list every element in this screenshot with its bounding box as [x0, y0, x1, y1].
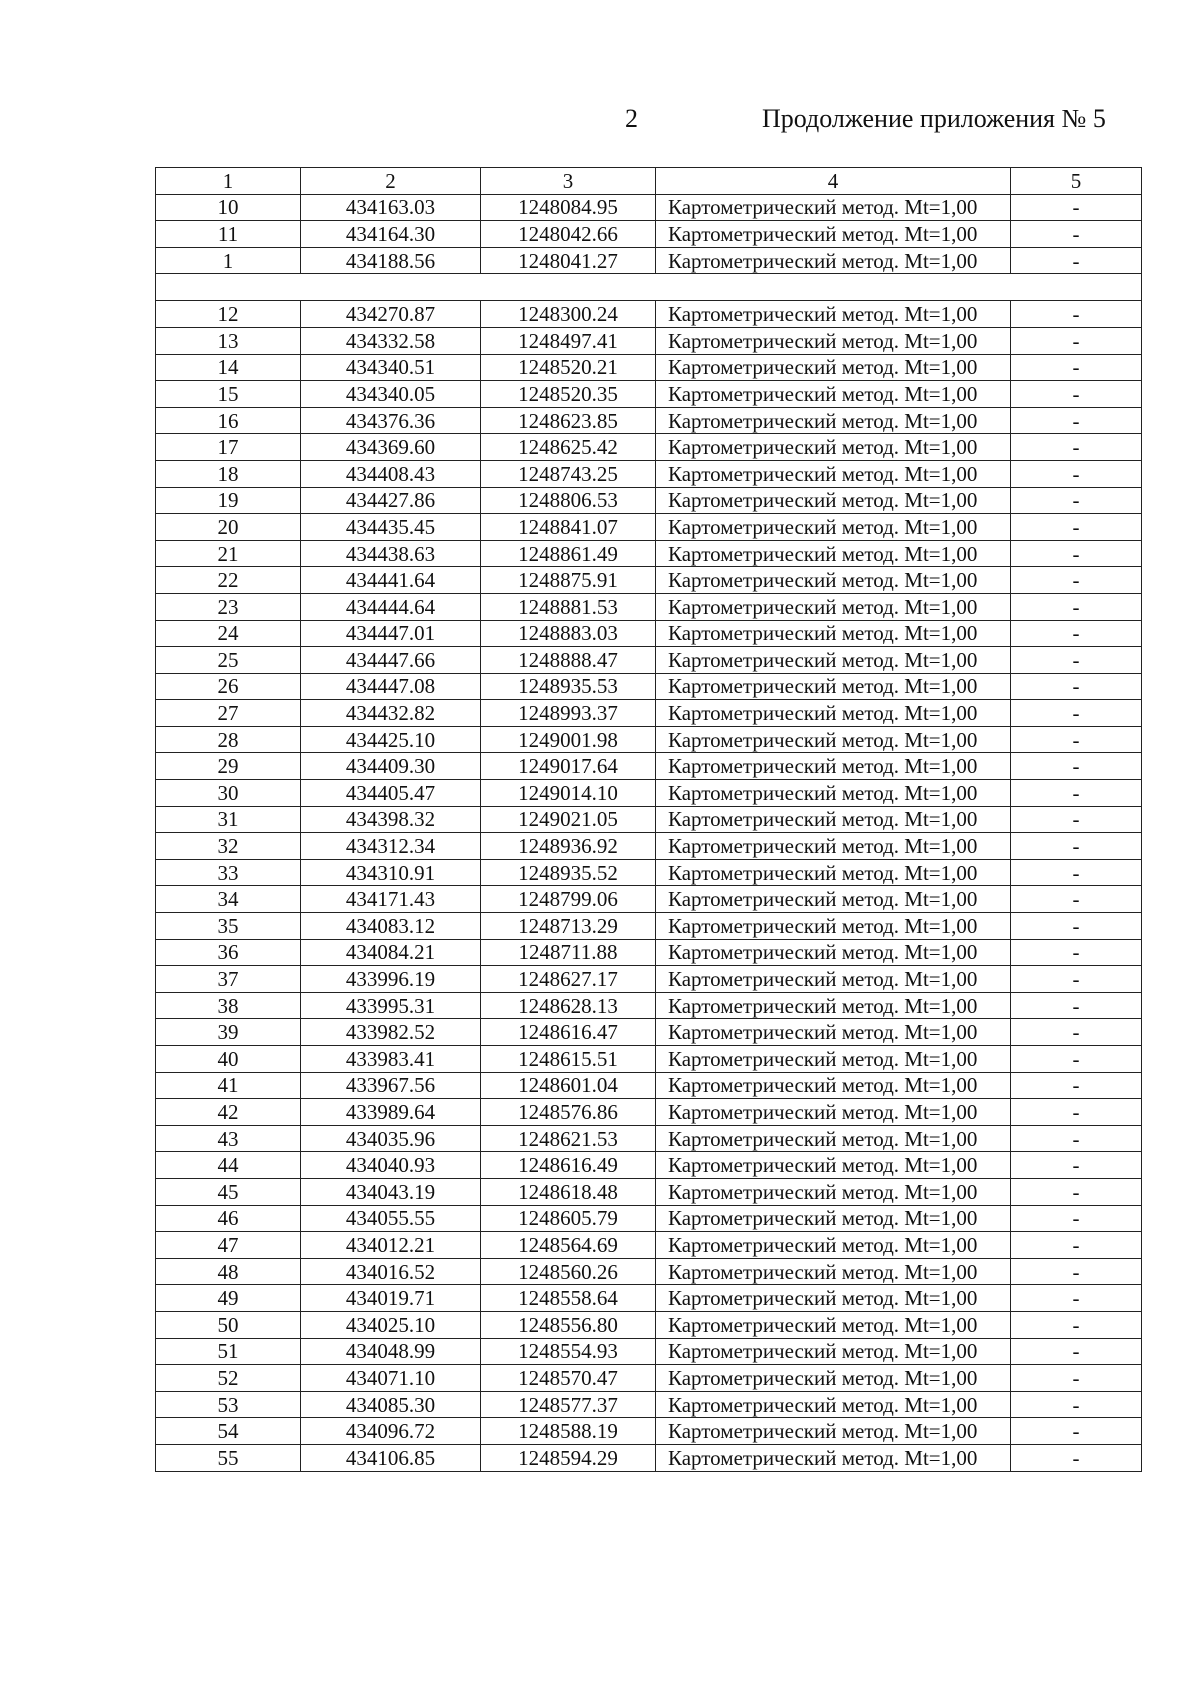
- method-cell: Картометрический метод. Mt=1,00: [656, 913, 1011, 940]
- x-coordinate-cell: 434171.43: [301, 886, 481, 913]
- point-number-cell: 38: [156, 992, 301, 1019]
- note-cell: -: [1011, 886, 1142, 913]
- x-coordinate-cell: 434083.12: [301, 913, 481, 940]
- method-cell: Картометрический метод. Mt=1,00: [656, 487, 1011, 514]
- method-cell: Картометрический метод. Mt=1,00: [656, 726, 1011, 753]
- y-coordinate-cell: 1248711.88: [481, 939, 656, 966]
- table-row: [156, 1019, 1142, 1046]
- coordinates-table-container: [155, 167, 1141, 1472]
- note-cell: -: [1011, 1338, 1142, 1365]
- table-row: [156, 514, 1142, 541]
- table-row: [156, 593, 1142, 620]
- y-coordinate-cell: 1248594.29: [481, 1444, 656, 1471]
- note-cell: -: [1011, 593, 1142, 620]
- table-row: [156, 1258, 1142, 1285]
- x-coordinate-cell: 434425.10: [301, 726, 481, 753]
- point-number-cell: 18: [156, 460, 301, 487]
- y-coordinate-cell: 1248084.95: [481, 194, 656, 221]
- x-coordinate-cell: 434040.93: [301, 1152, 481, 1179]
- table-row: [156, 1285, 1142, 1312]
- x-coordinate-cell: 434048.99: [301, 1338, 481, 1365]
- note-cell: -: [1011, 1072, 1142, 1099]
- x-coordinate-cell: 434369.60: [301, 434, 481, 461]
- x-coordinate-cell: 433995.31: [301, 992, 481, 1019]
- table-row: [156, 780, 1142, 807]
- y-coordinate-cell: 1248628.13: [481, 992, 656, 1019]
- y-coordinate-cell: 1248576.86: [481, 1099, 656, 1126]
- table-row: [156, 1338, 1142, 1365]
- note-cell: -: [1011, 833, 1142, 860]
- y-coordinate-cell: 1248042.66: [481, 221, 656, 248]
- table-row: [156, 806, 1142, 833]
- method-cell: Картометрический метод. Mt=1,00: [656, 247, 1011, 274]
- y-coordinate-cell: 1248570.47: [481, 1365, 656, 1392]
- y-coordinate-cell: 1248799.06: [481, 886, 656, 913]
- point-number-cell: 39: [156, 1019, 301, 1046]
- note-cell: -: [1011, 1019, 1142, 1046]
- method-cell: Картометрический метод. Mt=1,00: [656, 1311, 1011, 1338]
- table-row: [156, 992, 1142, 1019]
- note-cell: -: [1011, 1232, 1142, 1259]
- x-coordinate-cell: 434019.71: [301, 1285, 481, 1312]
- y-coordinate-cell: 1248615.51: [481, 1046, 656, 1073]
- x-coordinate-cell: 434055.55: [301, 1205, 481, 1232]
- y-coordinate-cell: 1248936.92: [481, 833, 656, 860]
- point-number-cell: 19: [156, 487, 301, 514]
- point-number-cell: 16: [156, 407, 301, 434]
- point-number-cell: 27: [156, 700, 301, 727]
- y-coordinate-cell: 1248875.91: [481, 567, 656, 594]
- method-cell: Картометрический метод. Mt=1,00: [656, 966, 1011, 993]
- y-coordinate-cell: 1248743.25: [481, 460, 656, 487]
- table-row: [156, 1311, 1142, 1338]
- method-cell: Картометрический метод. Mt=1,00: [656, 540, 1011, 567]
- method-cell: Картометрический метод. Mt=1,00: [656, 1072, 1011, 1099]
- y-coordinate-cell: 1248300.24: [481, 301, 656, 328]
- table-row: [156, 647, 1142, 674]
- method-cell: Картометрический метод. Mt=1,00: [656, 221, 1011, 248]
- table-row: [156, 939, 1142, 966]
- method-cell: Картометрический метод. Mt=1,00: [656, 1418, 1011, 1445]
- x-coordinate-cell: 434447.66: [301, 647, 481, 674]
- y-coordinate-cell: 1249017.64: [481, 753, 656, 780]
- y-coordinate-cell: 1248935.52: [481, 859, 656, 886]
- x-coordinate-cell: 434025.10: [301, 1311, 481, 1338]
- x-coordinate-cell: 434438.63: [301, 540, 481, 567]
- note-cell: -: [1011, 673, 1142, 700]
- table-row: [156, 221, 1142, 248]
- point-number-cell: 31: [156, 806, 301, 833]
- method-cell: Картометрический метод. Mt=1,00: [656, 992, 1011, 1019]
- point-number-cell: 21: [156, 540, 301, 567]
- y-coordinate-cell: 1248888.47: [481, 647, 656, 674]
- y-coordinate-cell: 1248806.53: [481, 487, 656, 514]
- x-coordinate-cell: 434164.30: [301, 221, 481, 248]
- point-number-cell: 32: [156, 833, 301, 860]
- note-cell: -: [1011, 726, 1142, 753]
- x-coordinate-cell: 434016.52: [301, 1258, 481, 1285]
- y-coordinate-cell: 1248560.26: [481, 1258, 656, 1285]
- note-cell: -: [1011, 487, 1142, 514]
- table-row: [156, 354, 1142, 381]
- y-coordinate-cell: 1248554.93: [481, 1338, 656, 1365]
- method-cell: Картометрический метод. Mt=1,00: [656, 1258, 1011, 1285]
- table-row: [156, 833, 1142, 860]
- x-coordinate-cell: 434376.36: [301, 407, 481, 434]
- x-coordinate-cell: 433982.52: [301, 1019, 481, 1046]
- method-cell: Картометрический метод. Mt=1,00: [656, 327, 1011, 354]
- note-cell: -: [1011, 434, 1142, 461]
- note-cell: -: [1011, 1205, 1142, 1232]
- method-cell: Картометрический метод. Mt=1,00: [656, 514, 1011, 541]
- note-cell: -: [1011, 1258, 1142, 1285]
- point-number-cell: 28: [156, 726, 301, 753]
- x-coordinate-cell: 434270.87: [301, 301, 481, 328]
- method-cell: Картометрический метод. Mt=1,00: [656, 354, 1011, 381]
- method-cell: Картометрический метод. Mt=1,00: [656, 194, 1011, 221]
- x-coordinate-cell: 433967.56: [301, 1072, 481, 1099]
- column-header: 2: [301, 168, 481, 195]
- note-cell: -: [1011, 221, 1142, 248]
- method-cell: Картометрический метод. Mt=1,00: [656, 1232, 1011, 1259]
- point-number-cell: 33: [156, 859, 301, 886]
- x-coordinate-cell: 434435.45: [301, 514, 481, 541]
- note-cell: -: [1011, 1099, 1142, 1126]
- table-row: [156, 460, 1142, 487]
- note-cell: -: [1011, 460, 1142, 487]
- table-row: [156, 381, 1142, 408]
- note-cell: -: [1011, 1365, 1142, 1392]
- note-cell: -: [1011, 1311, 1142, 1338]
- y-coordinate-cell: 1248520.21: [481, 354, 656, 381]
- point-number-cell: 50: [156, 1311, 301, 1338]
- note-cell: -: [1011, 247, 1142, 274]
- table-row: [156, 913, 1142, 940]
- method-cell: Картометрический метод. Mt=1,00: [656, 593, 1011, 620]
- note-cell: -: [1011, 966, 1142, 993]
- table-row: [156, 1418, 1142, 1445]
- x-coordinate-cell: 434043.19: [301, 1178, 481, 1205]
- y-coordinate-cell: 1249014.10: [481, 780, 656, 807]
- x-coordinate-cell: 434432.82: [301, 700, 481, 727]
- note-cell: -: [1011, 1418, 1142, 1445]
- x-coordinate-cell: 434312.34: [301, 833, 481, 860]
- table-row: [156, 247, 1142, 274]
- method-cell: Картометрический метод. Mt=1,00: [656, 434, 1011, 461]
- y-coordinate-cell: 1248618.48: [481, 1178, 656, 1205]
- y-coordinate-cell: 1248841.07: [481, 514, 656, 541]
- table-row: [156, 1232, 1142, 1259]
- method-cell: Картометрический метод. Mt=1,00: [656, 859, 1011, 886]
- appendix-continuation-title: Продолжение приложения № 5: [762, 104, 1106, 133]
- x-coordinate-cell: 434096.72: [301, 1418, 481, 1445]
- method-cell: Картометрический метод. Mt=1,00: [656, 1391, 1011, 1418]
- point-number-cell: 51: [156, 1338, 301, 1365]
- page-number: 2: [625, 104, 638, 133]
- point-number-cell: 34: [156, 886, 301, 913]
- method-cell: Картометрический метод. Mt=1,00: [656, 673, 1011, 700]
- point-number-cell: 29: [156, 753, 301, 780]
- method-cell: Картометрический метод. Mt=1,00: [656, 407, 1011, 434]
- table-row: [156, 1099, 1142, 1126]
- table-row: [156, 1152, 1142, 1179]
- point-number-cell: 22: [156, 567, 301, 594]
- separator-cell: [156, 274, 1142, 301]
- point-number-cell: 25: [156, 647, 301, 674]
- point-number-cell: 20: [156, 514, 301, 541]
- note-cell: -: [1011, 1046, 1142, 1073]
- method-cell: Картометрический метод. Mt=1,00: [656, 1019, 1011, 1046]
- point-number-cell: 24: [156, 620, 301, 647]
- note-cell: -: [1011, 540, 1142, 567]
- y-coordinate-cell: 1248588.19: [481, 1418, 656, 1445]
- column-header: 3: [481, 168, 656, 195]
- x-coordinate-cell: 434106.85: [301, 1444, 481, 1471]
- table-row: [156, 1205, 1142, 1232]
- note-cell: -: [1011, 381, 1142, 408]
- x-coordinate-cell: 434071.10: [301, 1365, 481, 1392]
- x-coordinate-cell: 434427.86: [301, 487, 481, 514]
- table-row: [156, 434, 1142, 461]
- method-cell: Картометрический метод. Mt=1,00: [656, 806, 1011, 833]
- point-number-cell: 30: [156, 780, 301, 807]
- point-number-cell: 52: [156, 1365, 301, 1392]
- table-row: [156, 620, 1142, 647]
- x-coordinate-cell: 434035.96: [301, 1125, 481, 1152]
- method-cell: Картометрический метод. Mt=1,00: [656, 833, 1011, 860]
- method-cell: Картометрический метод. Mt=1,00: [656, 567, 1011, 594]
- note-cell: -: [1011, 620, 1142, 647]
- point-number-cell: 46: [156, 1205, 301, 1232]
- table-row: [156, 859, 1142, 886]
- x-coordinate-cell: 434340.51: [301, 354, 481, 381]
- table-row: [156, 567, 1142, 594]
- table-header-row: [156, 168, 1142, 195]
- table-row: [156, 1178, 1142, 1205]
- x-coordinate-cell: 434188.56: [301, 247, 481, 274]
- method-cell: Картометрический метод. Mt=1,00: [656, 700, 1011, 727]
- method-cell: Картометрический метод. Mt=1,00: [656, 886, 1011, 913]
- point-number-cell: 23: [156, 593, 301, 620]
- x-coordinate-cell: 434084.21: [301, 939, 481, 966]
- method-cell: Картометрический метод. Mt=1,00: [656, 1285, 1011, 1312]
- y-coordinate-cell: 1248601.04: [481, 1072, 656, 1099]
- note-cell: -: [1011, 354, 1142, 381]
- note-cell: -: [1011, 780, 1142, 807]
- y-coordinate-cell: 1248993.37: [481, 700, 656, 727]
- table-row: [156, 1444, 1142, 1471]
- note-cell: -: [1011, 407, 1142, 434]
- y-coordinate-cell: 1248041.27: [481, 247, 656, 274]
- x-coordinate-cell: 434085.30: [301, 1391, 481, 1418]
- method-cell: Картометрический метод. Mt=1,00: [656, 301, 1011, 328]
- table-row: [156, 1072, 1142, 1099]
- point-number-cell: 45: [156, 1178, 301, 1205]
- y-coordinate-cell: 1248577.37: [481, 1391, 656, 1418]
- y-coordinate-cell: 1248556.80: [481, 1311, 656, 1338]
- x-coordinate-cell: 434447.08: [301, 673, 481, 700]
- method-cell: Картометрический метод. Mt=1,00: [656, 460, 1011, 487]
- note-cell: -: [1011, 1391, 1142, 1418]
- method-cell: Картометрический метод. Mt=1,00: [656, 1338, 1011, 1365]
- y-coordinate-cell: 1248520.35: [481, 381, 656, 408]
- note-cell: -: [1011, 647, 1142, 674]
- method-cell: Картометрический метод. Mt=1,00: [656, 647, 1011, 674]
- table-row: [156, 1391, 1142, 1418]
- y-coordinate-cell: 1248713.29: [481, 913, 656, 940]
- method-cell: Картометрический метод. Mt=1,00: [656, 1125, 1011, 1152]
- x-coordinate-cell: 434398.32: [301, 806, 481, 833]
- point-number-cell: 12: [156, 301, 301, 328]
- y-coordinate-cell: 1248883.03: [481, 620, 656, 647]
- point-number-cell: 47: [156, 1232, 301, 1259]
- point-number-cell: 35: [156, 913, 301, 940]
- x-coordinate-cell: 434340.05: [301, 381, 481, 408]
- x-coordinate-cell: 434408.43: [301, 460, 481, 487]
- method-cell: Картометрический метод. Mt=1,00: [656, 1152, 1011, 1179]
- point-number-cell: 48: [156, 1258, 301, 1285]
- y-coordinate-cell: 1248621.53: [481, 1125, 656, 1152]
- table-row: [156, 966, 1142, 993]
- point-number-cell: 36: [156, 939, 301, 966]
- table-row: [156, 673, 1142, 700]
- x-coordinate-cell: 433983.41: [301, 1046, 481, 1073]
- x-coordinate-cell: 434163.03: [301, 194, 481, 221]
- column-header: 5: [1011, 168, 1142, 195]
- x-coordinate-cell: 434310.91: [301, 859, 481, 886]
- y-coordinate-cell: 1248623.85: [481, 407, 656, 434]
- point-number-cell: 10: [156, 194, 301, 221]
- point-number-cell: 49: [156, 1285, 301, 1312]
- method-cell: Картометрический метод. Mt=1,00: [656, 753, 1011, 780]
- coordinates-table: [155, 167, 1142, 1472]
- point-number-cell: 15: [156, 381, 301, 408]
- point-number-cell: 11: [156, 221, 301, 248]
- note-cell: -: [1011, 700, 1142, 727]
- y-coordinate-cell: 1248881.53: [481, 593, 656, 620]
- point-number-cell: 37: [156, 966, 301, 993]
- point-number-cell: 26: [156, 673, 301, 700]
- x-coordinate-cell: 434012.21: [301, 1232, 481, 1259]
- y-coordinate-cell: 1248497.41: [481, 327, 656, 354]
- y-coordinate-cell: 1249001.98: [481, 726, 656, 753]
- table-row: [156, 1365, 1142, 1392]
- y-coordinate-cell: 1248558.64: [481, 1285, 656, 1312]
- point-number-cell: 54: [156, 1418, 301, 1445]
- method-cell: Картометрический метод. Mt=1,00: [656, 939, 1011, 966]
- method-cell: Картометрический метод. Mt=1,00: [656, 1046, 1011, 1073]
- y-coordinate-cell: 1248861.49: [481, 540, 656, 567]
- y-coordinate-cell: 1248616.47: [481, 1019, 656, 1046]
- note-cell: -: [1011, 939, 1142, 966]
- note-cell: -: [1011, 1285, 1142, 1312]
- table-body: [156, 194, 1142, 1471]
- column-header: 4: [656, 168, 1011, 195]
- table-row: [156, 726, 1142, 753]
- point-number-cell: 13: [156, 327, 301, 354]
- method-cell: Картометрический метод. Mt=1,00: [656, 780, 1011, 807]
- note-cell: -: [1011, 1178, 1142, 1205]
- note-cell: -: [1011, 753, 1142, 780]
- x-coordinate-cell: 434405.47: [301, 780, 481, 807]
- point-number-cell: 40: [156, 1046, 301, 1073]
- table-row: [156, 407, 1142, 434]
- x-coordinate-cell: 434409.30: [301, 753, 481, 780]
- y-coordinate-cell: 1248935.53: [481, 673, 656, 700]
- note-cell: -: [1011, 992, 1142, 1019]
- table-row: [156, 753, 1142, 780]
- table-row: [156, 301, 1142, 328]
- note-cell: -: [1011, 859, 1142, 886]
- point-number-cell: 55: [156, 1444, 301, 1471]
- table-row: [156, 487, 1142, 514]
- method-cell: Картометрический метод. Mt=1,00: [656, 1178, 1011, 1205]
- table-row: [156, 327, 1142, 354]
- y-coordinate-cell: 1249021.05: [481, 806, 656, 833]
- table-row: [156, 886, 1142, 913]
- table-row: [156, 194, 1142, 221]
- table-row: [156, 540, 1142, 567]
- x-coordinate-cell: 434332.58: [301, 327, 481, 354]
- x-coordinate-cell: 434441.64: [301, 567, 481, 594]
- method-cell: Картометрический метод. Mt=1,00: [656, 1099, 1011, 1126]
- note-cell: -: [1011, 1125, 1142, 1152]
- note-cell: -: [1011, 327, 1142, 354]
- table-row: [156, 1046, 1142, 1073]
- note-cell: -: [1011, 194, 1142, 221]
- note-cell: -: [1011, 913, 1142, 940]
- y-coordinate-cell: 1248564.69: [481, 1232, 656, 1259]
- y-coordinate-cell: 1248605.79: [481, 1205, 656, 1232]
- contour-separator-row: [156, 274, 1142, 301]
- method-cell: Картометрический метод. Mt=1,00: [656, 1444, 1011, 1471]
- x-coordinate-cell: 434444.64: [301, 593, 481, 620]
- point-number-cell: 1: [156, 247, 301, 274]
- point-number-cell: 14: [156, 354, 301, 381]
- table-row: [156, 1125, 1142, 1152]
- method-cell: Картометрический метод. Mt=1,00: [656, 1205, 1011, 1232]
- note-cell: -: [1011, 1152, 1142, 1179]
- point-number-cell: 43: [156, 1125, 301, 1152]
- method-cell: Картометрический метод. Mt=1,00: [656, 620, 1011, 647]
- note-cell: -: [1011, 806, 1142, 833]
- column-header: 1: [156, 168, 301, 195]
- y-coordinate-cell: 1248616.49: [481, 1152, 656, 1179]
- note-cell: -: [1011, 514, 1142, 541]
- table-row: [156, 700, 1142, 727]
- point-number-cell: 42: [156, 1099, 301, 1126]
- method-cell: Картометрический метод. Mt=1,00: [656, 381, 1011, 408]
- x-coordinate-cell: 433989.64: [301, 1099, 481, 1126]
- x-coordinate-cell: 433996.19: [301, 966, 481, 993]
- note-cell: -: [1011, 301, 1142, 328]
- x-coordinate-cell: 434447.01: [301, 620, 481, 647]
- point-number-cell: 41: [156, 1072, 301, 1099]
- note-cell: -: [1011, 567, 1142, 594]
- point-number-cell: 44: [156, 1152, 301, 1179]
- note-cell: -: [1011, 1444, 1142, 1471]
- y-coordinate-cell: 1248625.42: [481, 434, 656, 461]
- point-number-cell: 17: [156, 434, 301, 461]
- method-cell: Картометрический метод. Mt=1,00: [656, 1365, 1011, 1392]
- y-coordinate-cell: 1248627.17: [481, 966, 656, 993]
- point-number-cell: 53: [156, 1391, 301, 1418]
